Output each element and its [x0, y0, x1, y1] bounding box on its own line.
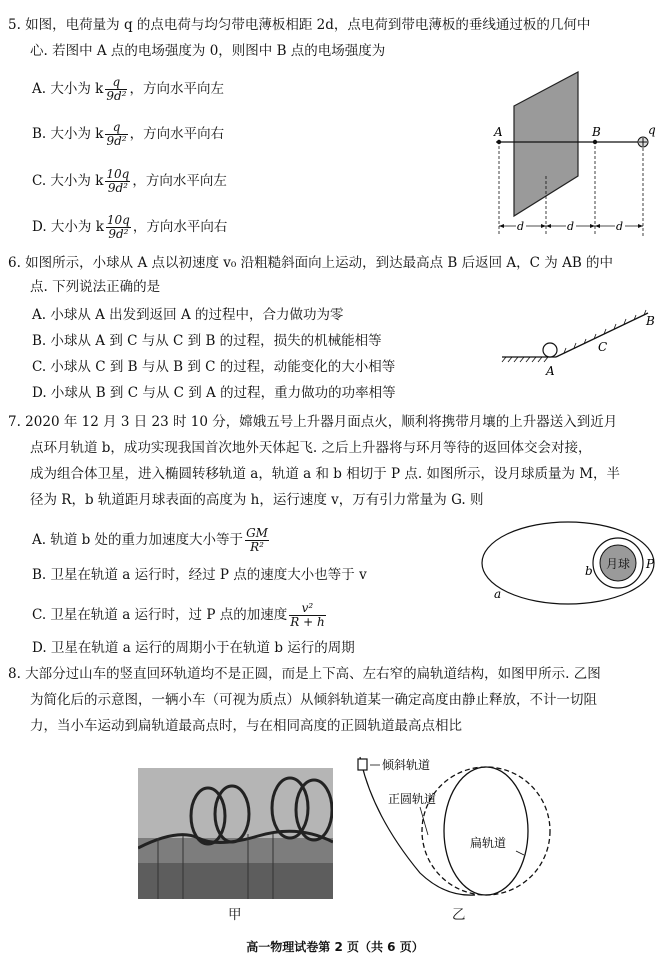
q7-option-d: D. 卫星在轨道 a 运行的周期小于在轨道 b 运行的周期 — [32, 640, 355, 656]
q8-track-diagram — [350, 755, 565, 905]
dim-d-1: d — [517, 220, 525, 233]
q7-option-b: B. 卫星在轨道 a 运行时，经过 P 点的速度大小也等于 v — [32, 567, 367, 583]
point-b — [593, 140, 597, 144]
q7-option-a: A. 轨道 b 处的重力加速度大小等于 $\frac{GM}{\text{R²}}$ — [32, 526, 268, 554]
q6-option-c: C. 小球从 C 到 B 与从 B 到 C 的过程，动能变化的大小相等 — [32, 359, 396, 375]
q8-stem-line1: 8. 大部分过山车的竖直回环轨道均不是正圆，而是上下高、左右窄的扁轨道结构，如图甲所示. 乙图 — [8, 666, 601, 682]
caption-jia: 甲 — [228, 907, 242, 923]
roller-coaster-photo — [138, 768, 333, 899]
q8-stem-line2: 为简化后的示意图，一辆小车（可视为质点）从倾斜轨道某一确定高度由静止释放，不计一切阻 — [30, 692, 597, 708]
q7-option-c: C. 卫星在轨道 a 运行时，过 P 点的加速度 $\frac{\text{v²}}{R + h}$ — [32, 601, 325, 629]
q7-stem-line4: 径为 R，b 轨道距月球表面的高度为 h，运行速度 v，万有引力常量为 G. 则 — [30, 492, 484, 508]
label-a: A — [546, 364, 555, 378]
charged-plate — [514, 72, 578, 216]
label-b: B — [592, 125, 601, 139]
label-circle: 正圆轨道 — [388, 792, 437, 806]
q6-stem-line2: 点. 下列说法正确的是 — [30, 279, 161, 295]
q6-option-a: A. 小球从 A 出发到返回 A 的过程中，合力做功为零 — [32, 307, 344, 323]
ball — [543, 343, 557, 357]
circle-loop — [422, 767, 550, 895]
q7-orbit-figure — [480, 518, 660, 606]
q7-stem-line3: 成为组合体卫星，进入椭圆转移轨道 a，轨道 a 和 b 相切于 P 点. 如图所示，设月球质量为 M，半 — [30, 466, 621, 482]
point-a — [497, 140, 501, 144]
dim-d-2: d — [567, 220, 575, 233]
caption-yi: 乙 — [452, 907, 466, 923]
q7-stem-line1: 7. 2020 年 12 月 3 日 23 时 10 分，嫦娥五号上升器月面点火，顺利将携带月壤的上升器送入到近月 — [8, 414, 618, 430]
car — [358, 759, 367, 770]
q6-incline-figure — [498, 305, 660, 377]
moon-label: 月球 — [606, 557, 631, 571]
page-footer: 高一物理试卷第 2 页（共 6 页） — [246, 940, 424, 954]
label-c: C — [598, 340, 608, 354]
q8-stem-line3: 力，当小车运动到扁轨道最高点时，与在相同高度的正圆轨道最高点相比 — [30, 718, 462, 734]
q6-option-b: B. 小球从 A 到 C 与从 C 到 B 的过程，损失的机械能相等 — [32, 333, 382, 349]
q6-option-d: D. 小球从 B 到 C 与从 C 到 A 的过程，重力做功的功率相等 — [32, 385, 396, 401]
label-a: a — [494, 587, 502, 601]
q5-option-d: D. 大小为 k $\frac{10q}{\text{9d²}}$ ，方向水平向右 — [32, 213, 228, 241]
q5-charged-plate-figure — [488, 66, 663, 241]
incline-track — [360, 757, 475, 895]
label-incline: 倾斜轨道 — [382, 758, 431, 772]
label-a: A — [494, 125, 503, 139]
q5-option-c: C. 大小为 k $\frac{10q}{\text{9d²}}$ ，方向水平向左 — [32, 167, 227, 195]
flat-loop — [444, 767, 528, 895]
q5-option-a: A. 大小为 k $\frac{q}{\text{9d²}}$ ，方向水平向左 — [32, 75, 224, 103]
q7-stem-line2: 点环月轨道 b，成功实现我国首次地外天体起飞. 之后上升器将与环月等待的返回体交会对接， — [30, 440, 592, 456]
label-b: b — [585, 564, 593, 578]
q5-option-b: B. 大小为 k $\frac{q}{\text{9d²}}$ ，方向水平向右 — [32, 120, 225, 148]
label-flat: 扁轨道 — [470, 836, 507, 850]
q5-stem-line2: 心. 若图中 A 点的电场强度为 0，则图中 B 点的电场强度为 — [30, 43, 386, 59]
q5-stem-line1: 5. 如图，电荷量为 q 的点电荷与均匀带电薄板相距 2d，点电荷到带电薄板的垂线通过板的几何中 — [8, 17, 591, 33]
label-q: q — [648, 123, 656, 137]
label-b: B — [646, 314, 655, 328]
q6-stem-line1: 6. 如图所示，小球从 A 点以初速度 v₀ 沿粗糙斜面向上运动，到达最高点 B 后返回 A，C 为 AB 的中 — [8, 255, 614, 271]
label-p: P — [646, 557, 655, 571]
dim-d-3: d — [616, 220, 624, 233]
